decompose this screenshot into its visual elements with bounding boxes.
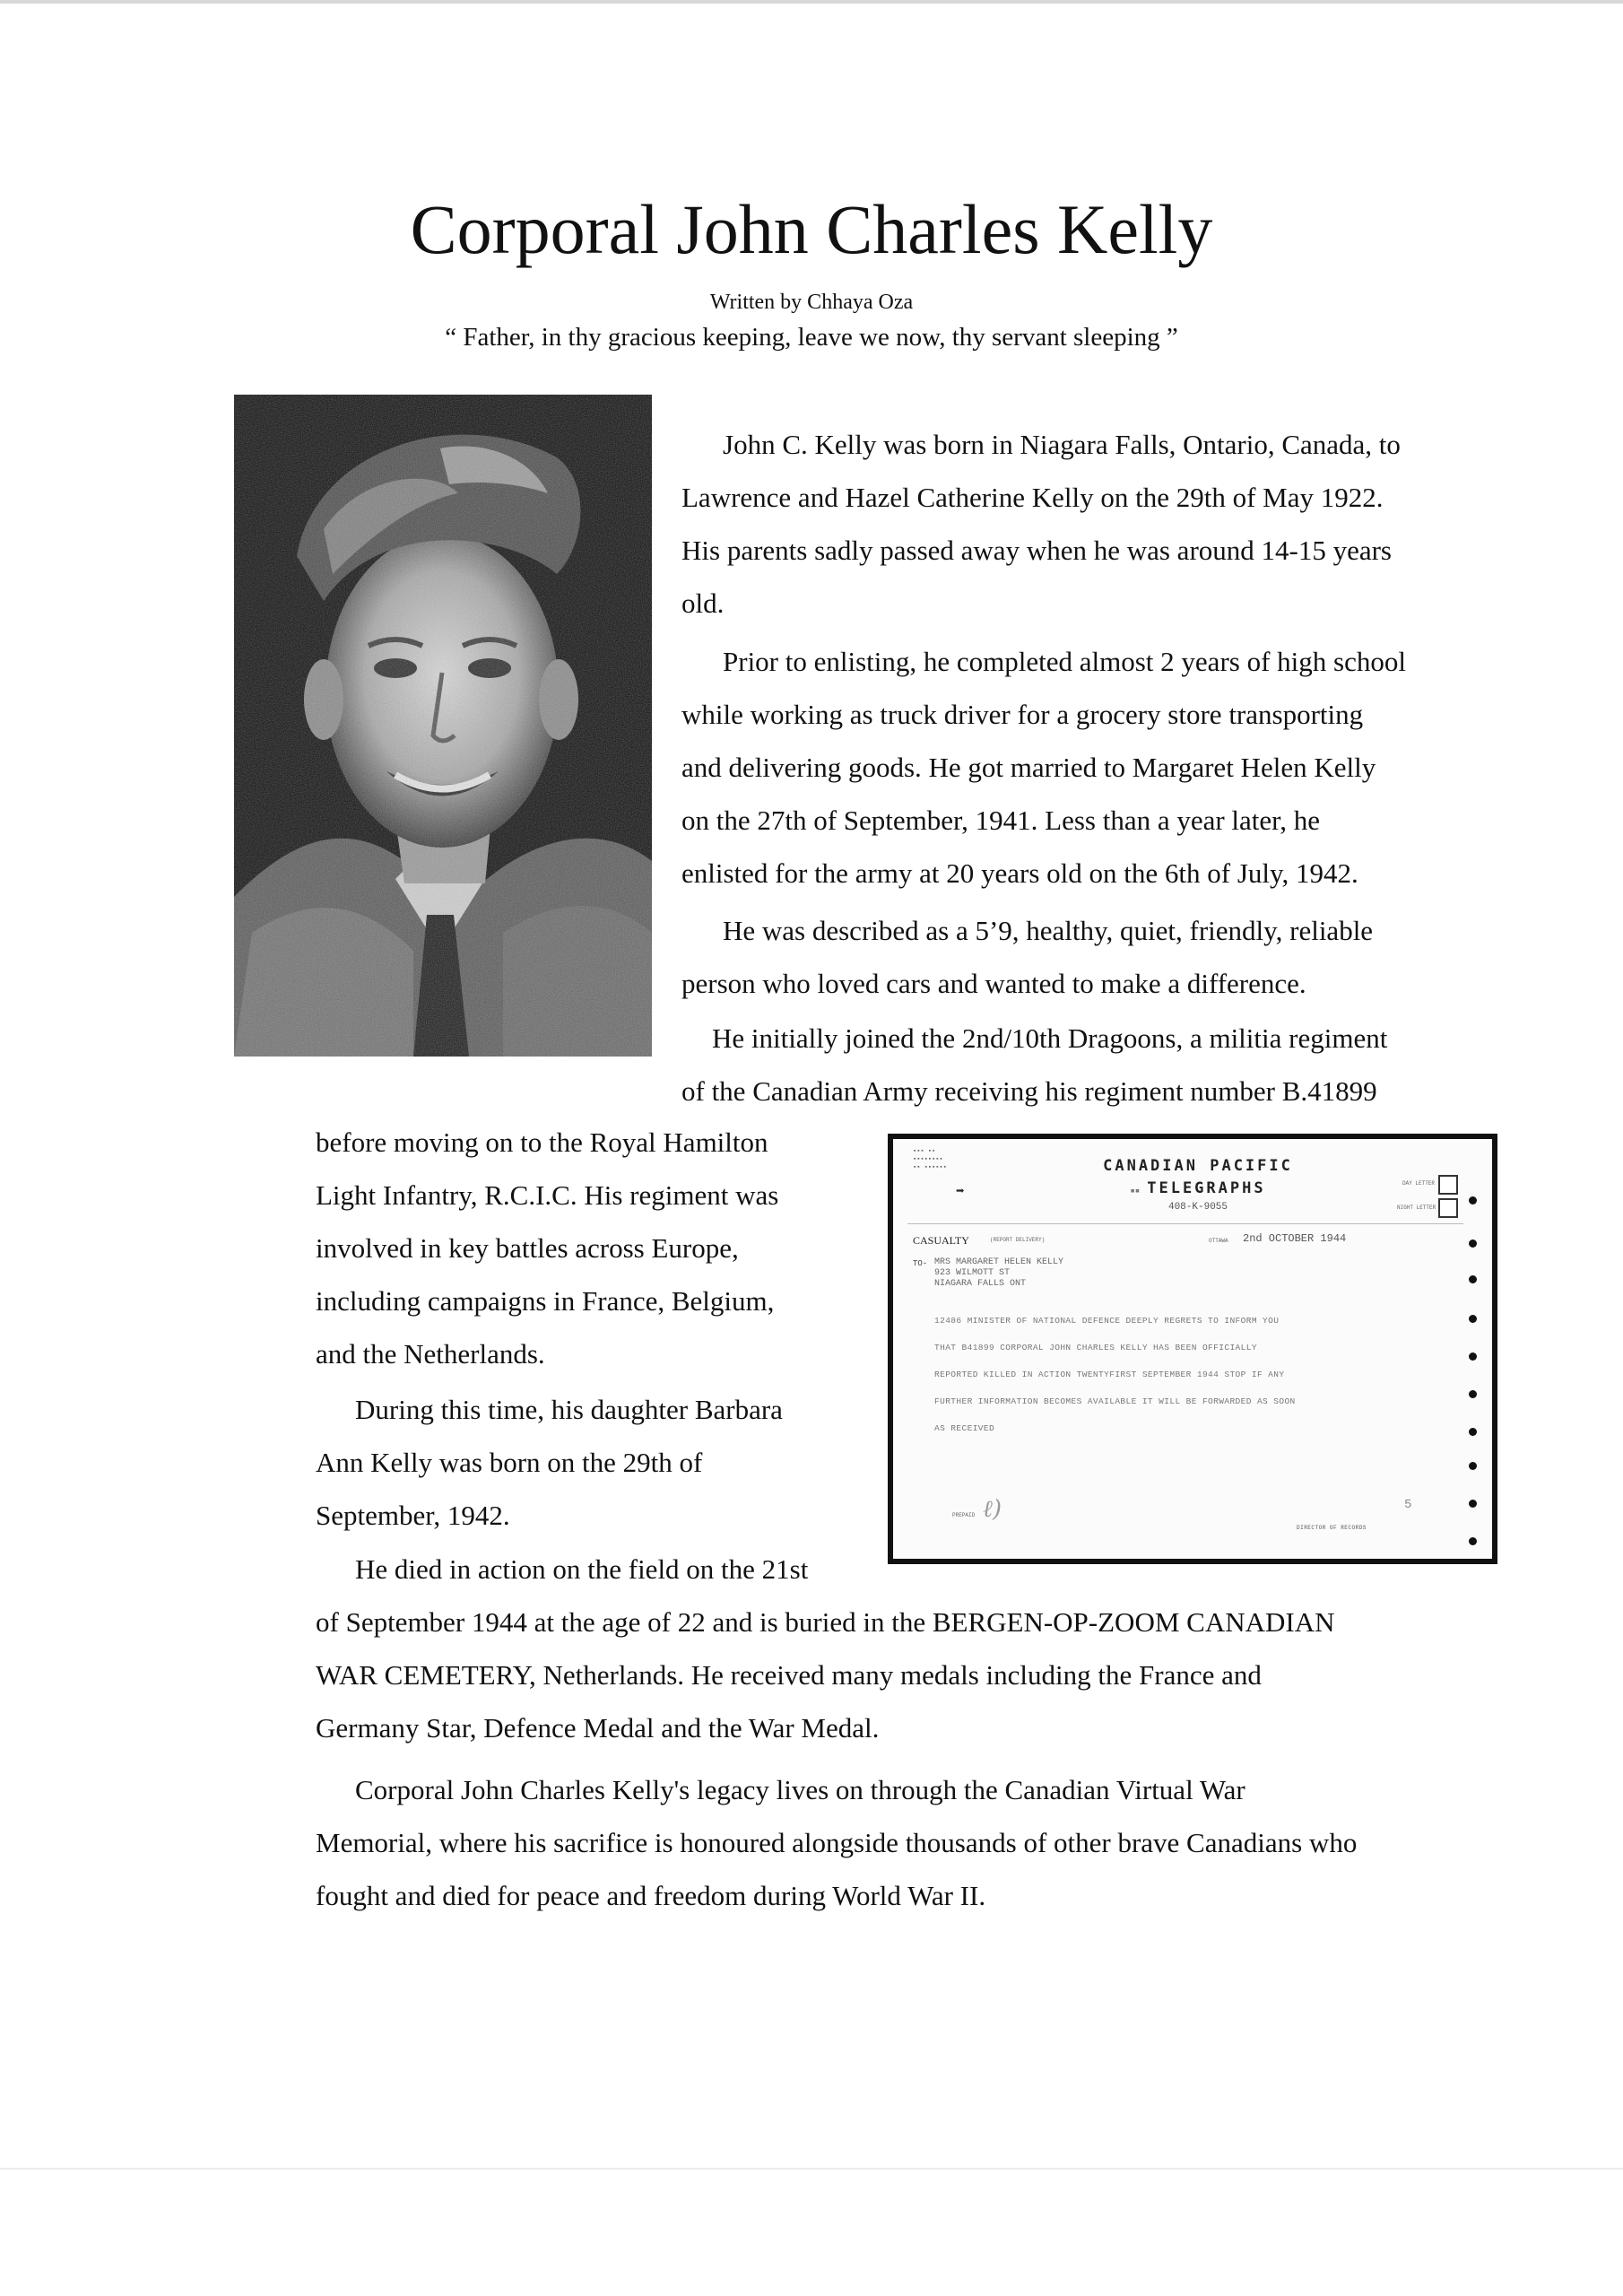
text-line: before moving on to the Royal Hamilton (316, 1126, 768, 1158)
paragraph-description (681, 904, 1373, 1010)
portrait-photo (234, 395, 652, 1057)
address-line: MRS MARGARET HELEN KELLY (934, 1257, 1064, 1267)
punch-hole-icon (1469, 1537, 1477, 1545)
text-line: Germany Star, Defence Medal and the War Medal. (316, 1712, 880, 1744)
page-mark: 5 (1404, 1498, 1412, 1512)
text-line: old. (681, 587, 725, 619)
punch-hole-icon (1469, 1239, 1477, 1248)
punch-hole-icon (1469, 1275, 1477, 1283)
text-line: including campaigns in France, Belgium, (316, 1285, 775, 1317)
paragraph-daughter (316, 1383, 783, 1542)
day-letter-checkbox (1438, 1175, 1458, 1195)
text-line: His parents sadly passed away when he was around 14-15 years (681, 535, 1392, 566)
telegram-form-number: 408-K-9055 (1167, 1202, 1228, 1213)
epigraph-quote: “ Father, in thy gracious keeping, leave we now, thy servant sleeping ” (445, 323, 1178, 352)
paragraph-legacy (316, 1763, 1357, 1922)
telegram-service: ▪▪ TELEGRAPHS (1130, 1179, 1266, 1197)
address-line: 923 WILMOTT ST (934, 1268, 1011, 1278)
message-line: FURTHER INFORMATION BECOMES AVAILABLE IT WILL BE FORWARDED AS SOON (934, 1396, 1296, 1406)
telegram-message (934, 1308, 1296, 1442)
text-line: September, 1942. (316, 1500, 510, 1531)
telegram-image (888, 1134, 1497, 1564)
author-byline: Written by Chhaya Oza (709, 291, 914, 314)
text-line: Prior to enlisting, he completed almost 2 years of high school (723, 646, 1406, 677)
text-line: During this time, his daughter Barbara (355, 1394, 783, 1425)
day-letter-label: DAY LETTER (1402, 1180, 1436, 1187)
scan-edge-top (0, 0, 1623, 4)
paragraph-regiment-continued (316, 1116, 778, 1380)
telegram-form-code: ▪▪▪ ▪▪ ▪▪▪▪▪▪▪▪ ▪▪ ▪▪▪▪▪▪ (913, 1148, 947, 1171)
text-line: of September 1944 at the age of 22 and is buried in the BERGEN-OP-ZOOM CANADIAN (316, 1606, 1335, 1638)
text-line: Memorial, where his sacrifice is honoured alongside thousands of other brave Canadians who (316, 1827, 1358, 1858)
report-delivery-label: (REPORT DELIVERY) (990, 1237, 1046, 1243)
text-line: He initially joined the 2nd/10th Dragoons, a militia regiment (712, 1022, 1388, 1054)
portrait-icon (234, 395, 652, 1057)
text-line: Corporal John Charles Kelly's legacy lives on through the Canadian Virtual War (355, 1774, 1245, 1805)
ottawa-label: OTTAWA (1209, 1238, 1228, 1244)
address-line: NIAGARA FALLS ONT (934, 1279, 1027, 1289)
night-letter-checkbox (1438, 1198, 1458, 1218)
punch-hole-icon (1469, 1196, 1477, 1205)
paragraph-birth (681, 418, 1401, 630)
message-line: AS RECEIVED (934, 1423, 995, 1433)
punch-hole-icon (1469, 1500, 1477, 1508)
divider (907, 1223, 1463, 1224)
scan-edge-bottom (0, 2168, 1623, 2170)
casualty-label: CASUALTY (913, 1234, 969, 1247)
text-line: enlisted for the army at 20 years old on the 6th of July, 1942. (681, 857, 1358, 889)
text-line: involved in key battles across Europe, (316, 1232, 739, 1264)
punch-hole-icon (1469, 1390, 1477, 1398)
text-line: WAR CEMETERY, Netherlands. He received many medals including the France and (316, 1659, 1262, 1691)
text-line: Lawrence and Hazel Catherine Kelly on the 29th of May 1922. (681, 482, 1384, 513)
signature-mark: ℓ) (983, 1496, 1002, 1523)
telegram-company: CANADIAN PACIFIC (1103, 1157, 1293, 1175)
text-line: fought and died for peace and freedom during World War II. (316, 1880, 986, 1911)
to-label: TO- (913, 1259, 928, 1268)
paragraph-enlistment (681, 635, 1406, 900)
text-line: of the Canadian Army receiving his regiment number B.41899 (681, 1075, 1377, 1107)
director-label: DIRECTOR OF RECORDS (1297, 1525, 1367, 1531)
telegram-address (934, 1257, 1063, 1290)
text-line: and the Netherlands. (316, 1338, 545, 1370)
text-line: He was described as a 5’9, healthy, quiet, friendly, reliable (723, 915, 1374, 946)
text-line: while working as truck driver for a grocery store transporting (681, 699, 1364, 730)
text-line: and delivering goods. He got married to Margaret Helen Kelly (681, 752, 1376, 783)
message-line: 12486 MINISTER OF NATIONAL DEFENCE DEEPLY REGRETS TO INFORM YOU (934, 1316, 1280, 1326)
arrow-icon: ➡ (956, 1184, 965, 1200)
prepaid-label: PREPAID (952, 1512, 976, 1518)
message-line: REPORTED KILLED IN ACTION TWENTYFIRST SEPTEMBER 1944 STOP IF ANY (934, 1370, 1285, 1379)
night-letter-label: NIGHT LETTER (1397, 1205, 1436, 1211)
text-line: Ann Kelly was born on the 29th of (316, 1447, 703, 1478)
page-title: Corporal John Charles Kelly (410, 190, 1213, 268)
text-line: on the 27th of September, 1941. Less than a year later, he (681, 804, 1321, 836)
paragraph-regiment (681, 1012, 1387, 1118)
punch-hole-icon (1469, 1428, 1477, 1436)
paragraph-death (316, 1543, 1334, 1754)
message-line: THAT B41899 CORPORAL JOHN CHARLES KELLY HAS BEEN OFFICIALLY (934, 1343, 1257, 1352)
telegram-date: 2nd OCTOBER 1944 (1243, 1232, 1347, 1245)
punch-hole-icon (1469, 1352, 1477, 1361)
punch-hole-icon (1469, 1315, 1477, 1323)
text-line: person who loved cars and wanted to make a difference. (681, 968, 1306, 999)
text-line: John C. Kelly was born in Niagara Falls, Ontario, Canada, to (723, 429, 1401, 460)
text-line: Light Infantry, R.C.I.C. His regiment was (316, 1179, 779, 1211)
text-line: He died in action on the field on the 21st (355, 1553, 809, 1585)
punch-hole-icon (1469, 1462, 1477, 1470)
